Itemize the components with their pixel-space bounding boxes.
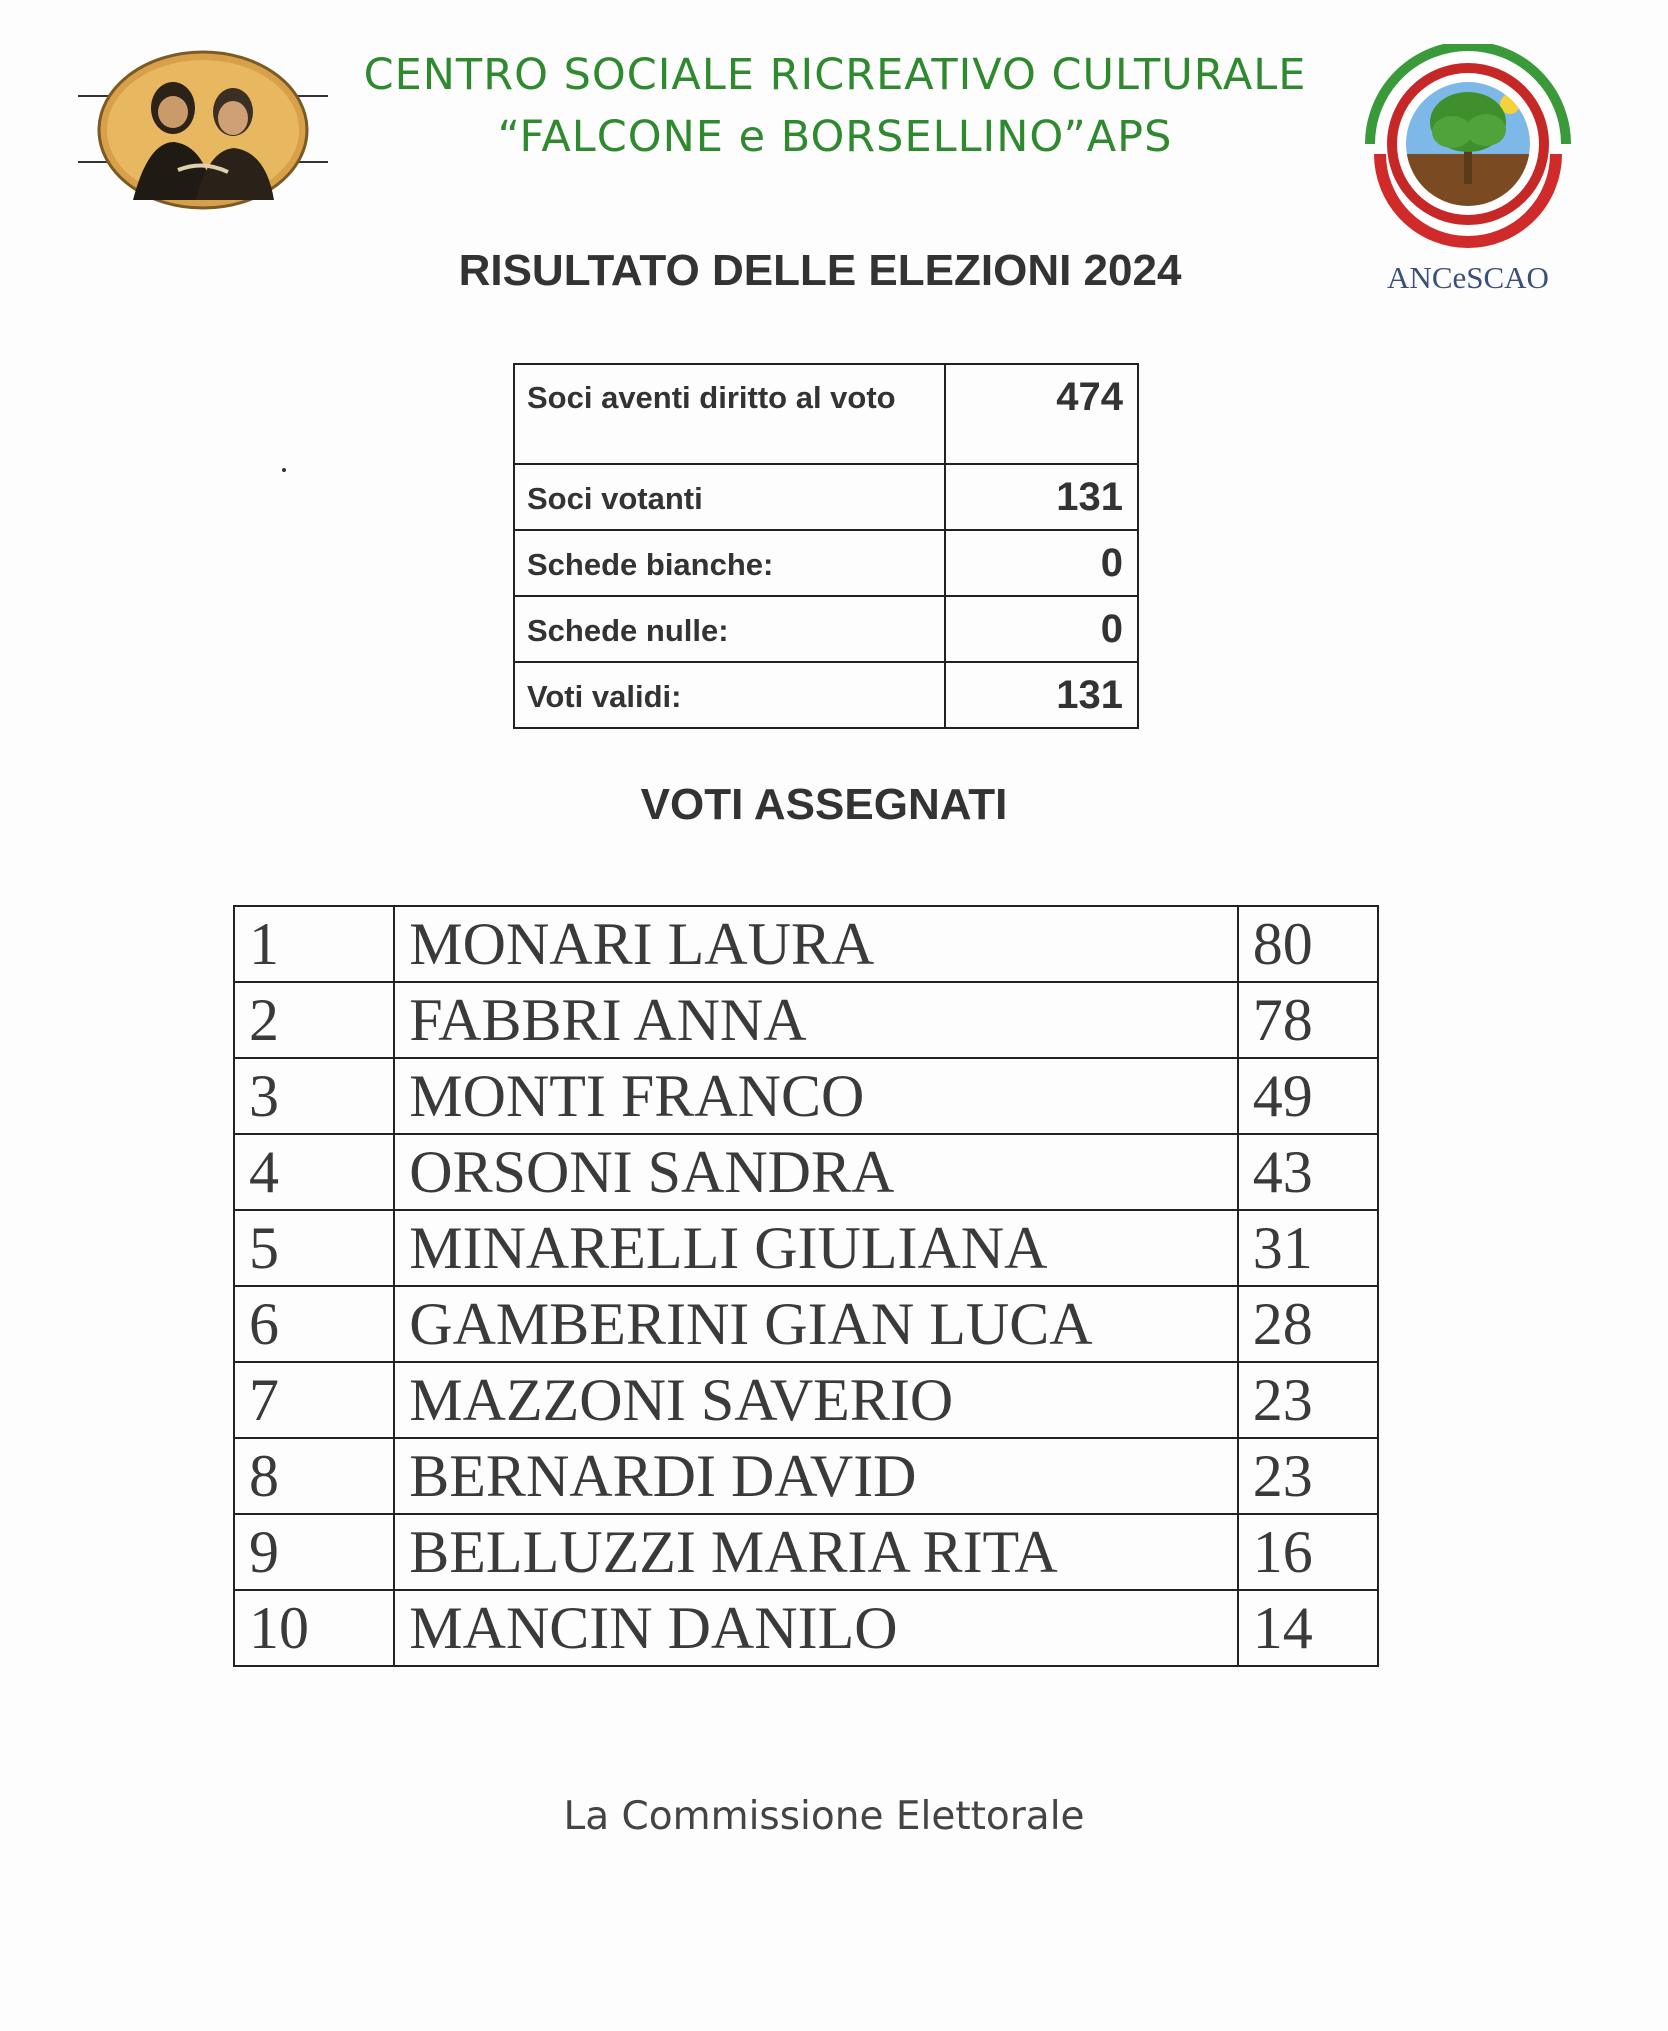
table-row (234, 1134, 1378, 1210)
votes-table (233, 905, 1379, 1667)
candidate-name: FABBRI ANNA (394, 982, 1237, 1058)
candidate-votes: 28 (1238, 1286, 1378, 1362)
candidate-name: MINARELLI GIULIANA (394, 1210, 1237, 1286)
summary-label: Schede bianche: (514, 530, 945, 596)
candidate-rank: 2 (234, 982, 394, 1058)
photo-logo (78, 50, 328, 210)
candidate-name: MANCIN DANILO (394, 1590, 1237, 1666)
summary-row (514, 530, 1138, 596)
summary-row (514, 364, 1138, 464)
candidate-name: ORSONI SANDRA (394, 1134, 1237, 1210)
ancescao-logo-text: ANCeSCAO (1387, 260, 1549, 295)
summary-table (513, 363, 1139, 729)
candidate-rank: 4 (234, 1134, 394, 1210)
candidate-votes: 16 (1238, 1514, 1378, 1590)
candidate-votes: 80 (1238, 906, 1378, 982)
candidate-name: MAZZONI SAVERIO (394, 1362, 1237, 1438)
candidate-votes: 14 (1238, 1590, 1378, 1666)
votes-section-title: VOTI ASSEGNATI (640, 780, 1008, 829)
candidate-votes: 78 (1238, 982, 1378, 1058)
table-row (234, 1058, 1378, 1134)
candidate-name: MONARI LAURA (394, 906, 1237, 982)
table-row (234, 1438, 1378, 1514)
summary-label: Soci votanti (514, 464, 945, 530)
summary-value: 131 (945, 662, 1138, 728)
table-row (234, 1590, 1378, 1666)
signature-line: La Commissione Elettorale (563, 1794, 1085, 1839)
candidate-name: GAMBERINI GIAN LUCA (394, 1286, 1237, 1362)
candidate-name: BERNARDI DAVID (394, 1438, 1237, 1514)
summary-label: Voti validi: (514, 662, 945, 728)
candidate-rank: 1 (234, 906, 394, 982)
summary-row (514, 662, 1138, 728)
candidate-votes: 43 (1238, 1134, 1378, 1210)
summary-row (514, 596, 1138, 662)
table-row (234, 1362, 1378, 1438)
summary-value: 0 (945, 530, 1138, 596)
summary-value: 474 (945, 364, 1138, 464)
candidate-votes: 49 (1238, 1058, 1378, 1134)
document-title: RISULTATO DELLE ELEZIONI 2024 (458, 246, 1182, 295)
table-row (234, 1210, 1378, 1286)
candidate-rank: 5 (234, 1210, 394, 1286)
candidate-name: BELLUZZI MARIA RITA (394, 1514, 1237, 1590)
candidate-votes: 23 (1238, 1362, 1378, 1438)
summary-value: 131 (945, 464, 1138, 530)
summary-value: 0 (945, 596, 1138, 662)
summary-label: Soci aventi diritto al voto (514, 364, 945, 464)
org-name-line-2: “FALCONE e BORSELLINO”APS (497, 112, 1173, 162)
summary-label: Schede nulle: (514, 596, 945, 662)
candidate-votes: 31 (1238, 1210, 1378, 1286)
candidate-rank: 9 (234, 1514, 394, 1590)
summary-row (514, 464, 1138, 530)
table-row (234, 906, 1378, 982)
candidate-votes: 23 (1238, 1438, 1378, 1514)
table-row (234, 1514, 1378, 1590)
candidate-rank: 7 (234, 1362, 394, 1438)
candidate-rank: 6 (234, 1286, 394, 1362)
candidate-rank: 8 (234, 1438, 394, 1514)
table-row (234, 982, 1378, 1058)
scan-speck (282, 468, 286, 472)
candidate-rank: 3 (234, 1058, 394, 1134)
org-name-line-1: CENTRO SOCIALE RICREATIVO CULTURALE (363, 50, 1307, 100)
table-row (234, 1286, 1378, 1362)
candidate-name: MONTI FRANCO (394, 1058, 1237, 1134)
candidate-rank: 10 (234, 1590, 394, 1666)
